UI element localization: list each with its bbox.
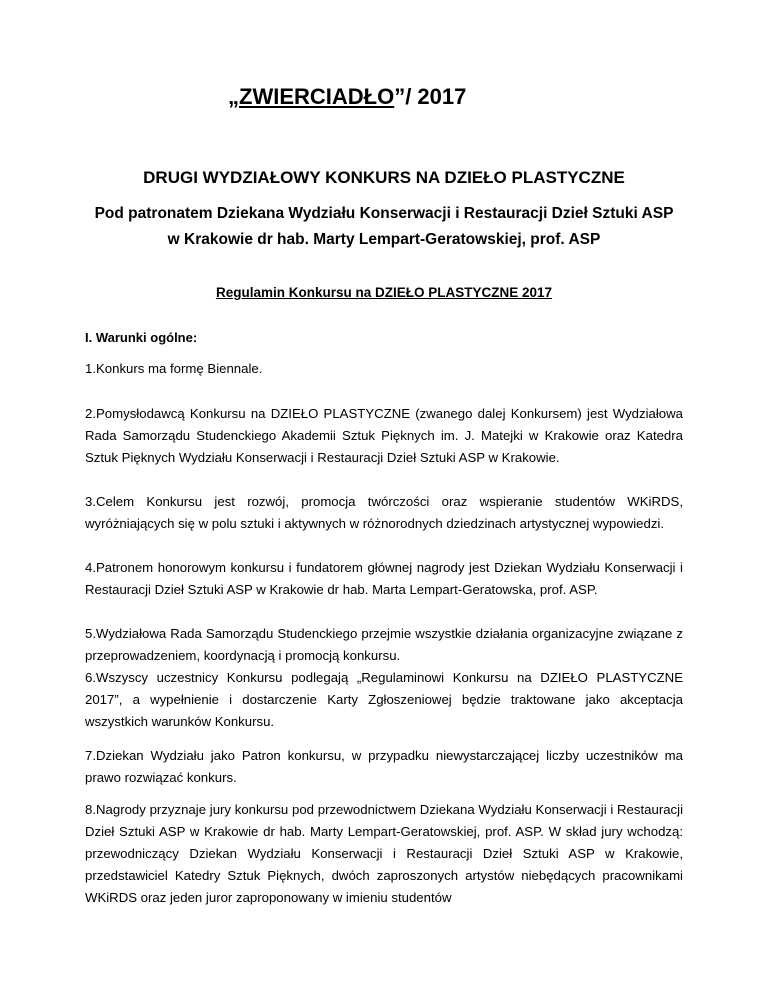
paragraph-1: 1.Konkurs ma formę Biennale. bbox=[85, 361, 263, 376]
title-quote-open: „ bbox=[228, 84, 239, 109]
regulation-title: Regulamin Konkursu na DZIEŁO PLASTYCZNE 2017 bbox=[215, 285, 553, 300]
section-title: I. Warunki ogólne: bbox=[85, 330, 198, 345]
patronage-note bbox=[60, 201, 708, 253]
paragraph-4: 4.Patronem honorowym konkursu i fundatorem głównej nagrody jest Dziekan Wydziału Konserwacji i Restauracji Dzieł Sztuki ASP w Krakowie dr hab. Marta Lempart-Geratowska, prof. ASP. bbox=[85, 560, 683, 597]
main-title bbox=[228, 84, 466, 110]
paragraph-8: 8.Nagrody przyznaje jury konkursu pod przewodnictwem Dziekana Wydziału Konserwacji i Restauracji Dzieł Sztuki ASP w Krakowie dr hab. Marty Lempart-Geratowskiej, prof. ASP. W skład jury wchodzą: przewodniczący Dziekan Wydziału Konserwacji i Restauracji Dzieł Sztuki ASP w Krakowie, przedstawiciel Katedry Sztuk Pięknych, dwóch zaproszonych artystów niebędących pracownikami WKiRDS oraz jeden juror zaproponowany w imieniu studentów bbox=[85, 802, 683, 905]
subtitle: DRUGI WYDZIAŁOWY KONKURS NA DZIEŁO PLASTYCZNE bbox=[143, 168, 625, 187]
paragraph-6: 6.Wszyscy uczestnicy Konkursu podlegają „Regulaminowi Konkursu na DZIEŁO PLASTYCZNE 2017”, a wypełnienie i dostarczenie Karty Zgłoszeniowej będzie traktowane jako akceptacja wszystkich warunków Konkursu. bbox=[85, 670, 683, 729]
title-rest: ”/ 2017 bbox=[394, 84, 467, 109]
title-word: ZWIERCIADŁO bbox=[239, 84, 395, 109]
paragraph-5: 5.Wydziałowa Rada Samorządu Studenckiego przejmie wszystkie działania organizacyjne związane z przeprowadzeniem, koordynacją i promocją konkursu. bbox=[85, 626, 683, 663]
patronage-line-2: w Krakowie dr hab. Marty Lempart-Geratowskiej, prof. ASP bbox=[167, 231, 601, 248]
patronage-line-1: Pod patronatem Dziekana Wydziału Konserwacji i Restauracji Dzieł Sztuki ASP bbox=[94, 205, 674, 222]
paragraph-2: 2.Pomysłodawcą Konkursu na DZIEŁO PLASTYCZNE (zwanego dalej Konkursem) jest Wydziałowa Rada Samorządu Studenckiego Akademii Sztuk Pięknych im. J. Matejki w Krakowie oraz Katedra Sztuk Pięknych Wydziału Konserwacji i Restauracji Dzieł Sztuki ASP w Krakowie. bbox=[85, 406, 683, 465]
paragraph-7: 7.Dziekan Wydziału jako Patron konkursu, w przypadku niewystarczającej liczby uczestników ma prawo rozwiązać konkurs. bbox=[85, 748, 683, 785]
paragraph-3: 3.Celem Konkursu jest rozwój, promocja twórczości oraz wspieranie studentów WKiRDS, wyróżniających się w polu sztuki i aktywnych w różnorodnych dziedzinach artystycznej wypowiedzi. bbox=[85, 494, 683, 531]
